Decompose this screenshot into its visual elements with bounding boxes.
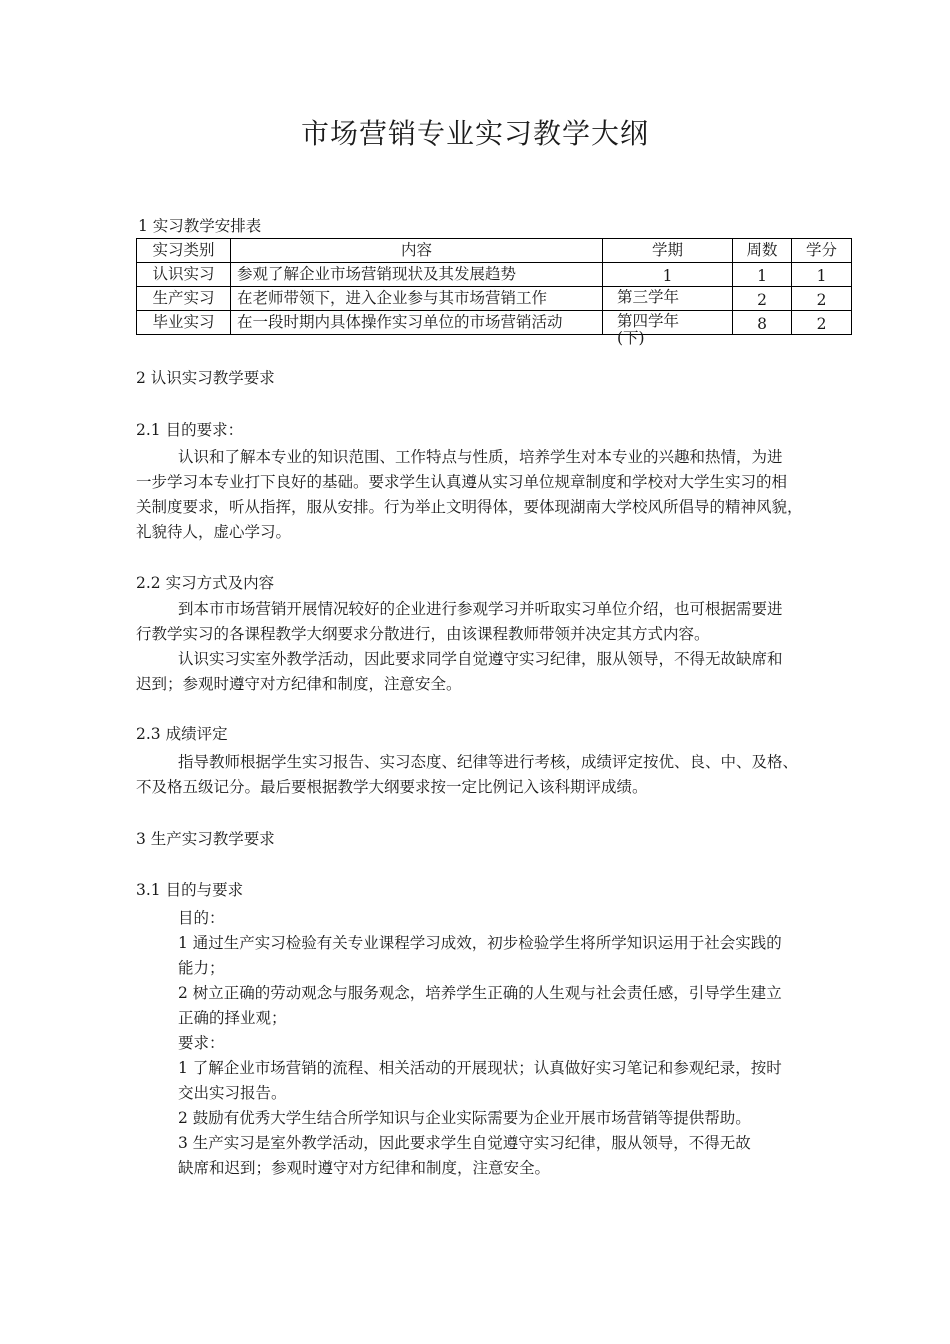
header-weeks: 周数 [733,239,792,263]
list-line: 正确的择业观； [178,1009,287,1027]
list-line: 2 鼓励有优秀大学生结合所学知识与企业实际需要为企业开展市场营销等提供帮助。 [178,1109,751,1127]
row-term-text: 第三学年 [617,288,680,306]
section2-3-heading: 2.3 成绩评定 [136,725,228,743]
row-term [603,311,733,347]
section3-1-body [178,906,868,1181]
row-term [603,287,733,311]
list-line: 缺席和迟到；参观时遵守对方纪律和制度，注意安全。 [178,1159,551,1177]
row-weeks: 1 [733,263,792,287]
table-row [137,287,852,311]
row-content: 在一段时期内具体操作实习单位的市场营销活动 [231,311,603,335]
paragraph-line: 行教学实习的各课程教学大纲要求分散进行，由该课程教师带领并决定其方式内容。 [136,625,710,643]
list-line: 2 树立正确的劳动观念与服务观念，培养学生正确的人生观与社会责任感，引导学生建立 [178,984,782,1002]
header-credits: 学分 [792,239,852,263]
section2-1-heading: 2.1 目的要求： [136,421,244,439]
list-line: 3 生产实习是室外教学活动，因此要求学生自觉遵守实习纪律，服从领导，不得无故 [178,1134,751,1152]
section1-heading: 1 实习教学安排表 [138,217,262,235]
row-weeks: 8 [733,311,792,335]
paragraph-line: 到本市市场营销开展情况较好的企业进行参观学习并听取实习单位介绍，也可根据需要进 [178,600,783,618]
paragraph-line: 关制度要求，听从指挥，服从安排。行为举止文明得体，要体现湖南大学校风所倡导的精神风貌， [136,498,803,516]
row-weeks: 2 [733,287,792,311]
row-term: 1 [603,263,733,287]
table-row [137,263,852,287]
paragraph-line: 认识实习实室外教学活动，因此要求同学自觉遵守实习纪律，服从领导，不得无故缺席和 [178,650,783,668]
row-type: 生产实习 [137,287,231,311]
row-credits: 1 [792,263,852,287]
row-term-half: (下) [617,329,645,347]
section2-3-body [136,750,866,800]
paragraph-line: 指导教师根据学生实习报告、实习态度、纪律等进行考核，成绩评定按优、良、中、及格、 [178,753,799,771]
list-line: 目的： [178,909,225,927]
section2-2-heading: 2.2 实习方式及内容 [136,574,275,592]
section2-heading: 2 认识实习教学要求 [136,369,275,387]
section3-1-heading: 3.1 目的与要求 [136,881,244,899]
paragraph-line: 认识和了解本专业的知识范围、工作特点与性质，培养学生对本专业的兴趣和热情，为进 [178,448,783,466]
section2-1-body [136,445,866,545]
header-content: 内容 [231,239,603,263]
document-title: 市场营销专业实习教学大纲 [300,117,649,150]
section2-2-body [136,597,866,697]
row-term-text [617,313,679,347]
row-content: 在老师带领下，进入企业参与其市场营销工作 [231,287,603,311]
row-term-year: 第四学年 [617,312,680,330]
row-credits: 2 [792,287,852,311]
paragraph-line: 不及格五级记分。最后要根据教学大纲要求按一定比例记入该科期评成绩。 [136,778,648,796]
list-line: 要求： [178,1034,225,1052]
list-line: 交出实习报告。 [178,1084,287,1102]
paragraph-line: 礼貌待人，虚心学习。 [136,523,292,541]
table-header-row [137,239,852,263]
list-line: 1 通过生产实习检验有关专业课程学习成效，初步检验学生将所学知识运用于社会实践的 [178,934,782,952]
list-line: 能力； [178,959,225,977]
row-type: 认识实习 [137,263,231,287]
row-type: 毕业实习 [137,311,231,335]
table-row [137,311,852,335]
list-line: 1 了解企业市场营销的流程、相关活动的开展现状；认真做好实习笔记和参观纪录，按时 [178,1059,782,1077]
header-term: 学期 [603,239,733,263]
internship-schedule-table [136,238,852,347]
paragraph-line: 迟到；参观时遵守对方纪律和制度，注意安全。 [136,675,462,693]
row-content: 参观了解企业市场营销现状及其发展趋势 [231,263,603,287]
row-credits: 2 [792,311,852,335]
header-type: 实习类别 [137,239,231,263]
paragraph-line: 一步学习本专业打下良好的基础。要求学生认真遵从实习单位规章制度和学校对大学生实习的相 [136,473,788,491]
section3-heading: 3 生产实习教学要求 [136,830,275,848]
